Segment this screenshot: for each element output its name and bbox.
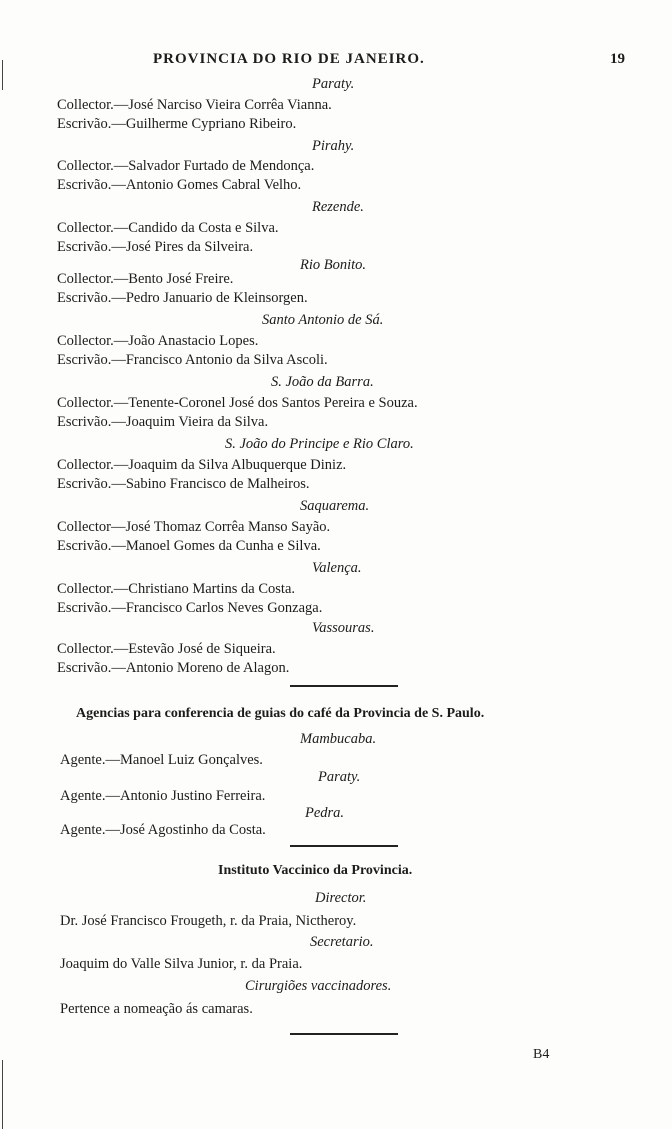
section-place: Pedra. [305,805,345,821]
director-line: Dr. José Francisco Frougeth, r. da Praia, Nictheroy. [60,913,357,929]
section-divider [290,845,398,847]
section-place: Rio Bonito. [300,257,367,273]
section-place: Saquarema. [300,498,370,514]
section-place: Santo Antonio de Sá. [262,312,384,328]
collector-line: Collector.—Candido da Costa e Silva. [57,220,279,236]
escrivao-line: Escrivão.—José Pires da Silveira. [57,239,254,255]
collector-line: Collector.—Estevão José de Siqueira. [57,641,276,657]
escrivao-line: Escrivão.—Manoel Gomes da Cunha e Silva. [57,538,321,554]
section-place: Paraty. [318,769,361,785]
cirurgioes-label: Cirurgiões vaccinadores. [245,978,392,994]
page-number: 19 [610,51,625,67]
running-header-title: PROVINCIA DO RIO DE JANEIRO. [153,51,425,67]
section-place: S. João da Barra. [271,374,374,390]
collector-line: Collector.—João Anastacio Lopes. [57,333,259,349]
secretario-line: Joaquim do Valle Silva Junior, r. da Praia. [60,956,303,972]
director-label: Director. [315,890,367,906]
section-place: S. João do Principe e Rio Claro. [225,436,414,452]
section-place: Rezende. [312,199,364,215]
agente-line: Agente.—Antonio Justino Ferreira. [60,788,266,804]
page-edge-mark [2,60,3,90]
collector-line: Collector.—José Narciso Vieira Corrêa Vianna. [57,97,332,113]
agencias-heading: Agencias para conferencia de guias do café da Provincia de S. Paulo. [76,706,485,721]
collector-line: Collector.—Joaquim da Silva Albuquerque Diniz. [57,457,347,473]
cirurgioes-line: Pertence a nomeação ás camaras. [60,1001,253,1017]
section-place: Pirahy. [312,138,355,154]
agente-line: Agente.—Manoel Luiz Gonçalves. [60,752,263,768]
collector-line: Collector.—Salvador Furtado de Mendonça. [57,158,315,174]
escrivao-line: Escrivão.—Guilherme Cypriano Ribeiro. [57,116,297,132]
section-divider [290,1033,398,1035]
section-divider [290,685,398,687]
escrivao-line: Escrivão.—Francisco Antonio da Silva Ascoli. [57,352,328,368]
signature-mark: B4 [533,1047,550,1062]
section-place: Valença. [312,560,362,576]
section-place: Vassouras. [312,620,375,636]
escrivao-line: Escrivão.—Antonio Moreno de Alagon. [57,660,290,676]
collector-line: Collector—José Thomaz Corrêa Manso Sayão. [57,519,331,535]
collector-line: Collector.—Tenente-Coronel José dos Santos Pereira e Souza. [57,395,418,411]
escrivao-line: Escrivão.—Sabino Francisco de Malheiros. [57,476,310,492]
section-place: Paraty. [312,76,355,92]
page-edge-mark [2,1060,3,1129]
agente-line: Agente.—José Agostinho da Costa. [60,822,266,838]
escrivao-line: Escrivão.—Francisco Carlos Neves Gonzaga. [57,600,323,616]
escrivao-line: Escrivão.—Pedro Januario de Kleinsorgen. [57,290,308,306]
section-place: Mambucaba. [300,731,377,747]
escrivao-line: Escrivão.—Joaquim Vieira da Silva. [57,414,269,430]
escrivao-line: Escrivão.—Antonio Gomes Cabral Velho. [57,177,302,193]
collector-line: Collector.—Christiano Martins da Costa. [57,581,296,597]
collector-line: Collector.—Bento José Freire. [57,271,234,287]
secretario-label: Secretario. [310,934,374,950]
instituto-heading: Instituto Vaccinico da Provincia. [218,863,413,878]
